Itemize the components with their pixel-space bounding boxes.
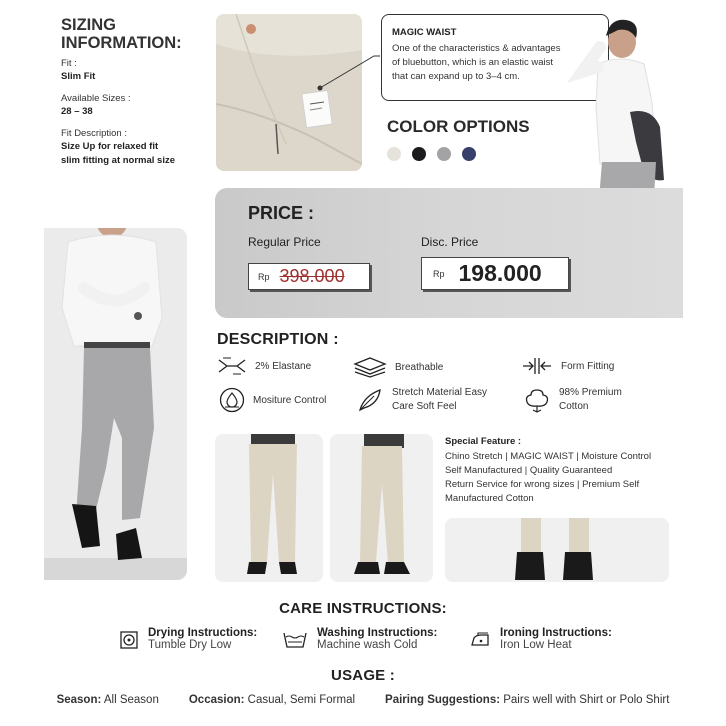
pants-hem-photo	[445, 518, 669, 582]
feature-form-fitting-label: Form Fitting	[561, 360, 615, 372]
model-standing-photo	[44, 228, 187, 580]
feature-elastane	[217, 356, 311, 376]
feature-premium-cotton-label: 98% Premium Cotton	[559, 387, 622, 412]
usage-title: USAGE :	[331, 667, 395, 684]
magic-waist-title: MAGIC WAIST	[392, 27, 457, 38]
special-feature-title: Special Feature :	[445, 436, 522, 447]
description-title: DESCRIPTION :	[217, 331, 339, 348]
disc-price-value: 198.000	[458, 260, 542, 286]
washing-text: Machine wash Cold	[317, 639, 418, 651]
pants-hem-illustration	[445, 518, 669, 582]
form-fit-icon	[521, 356, 553, 376]
feature-breathable	[353, 356, 443, 378]
usage-pairing: Pairing Suggestions: Pairs well with Shirt or Polo Shirt	[385, 694, 670, 706]
usage-occasion: Occasion: Casual, Semi Formal	[188, 694, 356, 706]
disc-price-currency: Rp	[433, 268, 445, 279]
fit-label: Fit :	[61, 58, 77, 69]
sizes-value: 28 – 38	[61, 106, 93, 117]
special-feature-text: Chino Stretch | MAGIC WAIST | Moisture Control Self Manufactured | Quality Guaranteed Return Service for wrong sizes | Premium Self Manufactured Cotton	[445, 451, 652, 504]
care-drying	[120, 627, 257, 651]
ironing-title: Ironing Instructions:	[500, 627, 612, 639]
washing-title: Washing Instructions:	[317, 627, 438, 639]
regular-price-currency: Rp	[258, 271, 270, 282]
magic-waist-text: One of the characteristics & advantages of bluebutton, which is an elastic waist that can expand up to 3–4 cm.	[392, 43, 561, 82]
dryer-icon	[120, 631, 138, 649]
feature-stretch-material	[356, 386, 487, 414]
regular-price-label: Regular Price	[248, 235, 321, 249]
usage-season: Season: All Season	[56, 694, 159, 706]
droplet-icon	[219, 387, 245, 413]
feature-elastane-label: 2% Elastane	[255, 360, 312, 372]
pants-side-photo	[330, 434, 433, 582]
sizes-label: Available Sizes :	[61, 93, 131, 104]
callout-connector-line	[300, 50, 390, 100]
iron-icon	[470, 631, 490, 647]
color-swatch-black[interactable]	[412, 147, 426, 161]
disc-price-label: Disc. Price	[421, 235, 479, 249]
usage-line	[0, 694, 726, 706]
color-options-title: COLOR OPTIONS	[387, 117, 530, 136]
color-swatch-grey[interactable]	[437, 147, 451, 161]
care-title: CARE INSTRUCTIONS:	[279, 600, 447, 617]
layers-icon	[353, 356, 387, 378]
fit-description-line1: Size Up for relaxed fit	[61, 141, 159, 152]
fit-value: Slim Fit	[61, 71, 96, 82]
elastane-icon	[217, 356, 247, 376]
care-ironing	[470, 627, 612, 651]
drying-text: Tumble Dry Low	[148, 639, 232, 651]
feather-icon	[356, 386, 384, 414]
sizing-section	[61, 16, 211, 166]
special-feature	[445, 436, 685, 506]
feature-breathable-label: Breathable	[395, 361, 444, 373]
drying-title: Drying Instructions:	[148, 627, 258, 639]
fit-description-line2: slim fitting at normal size	[61, 155, 176, 166]
feature-moisture-control	[219, 387, 326, 413]
sizing-title: SIZING INFORMATION:	[61, 16, 182, 52]
feature-premium-cotton	[523, 386, 622, 414]
pants-front-illustration	[215, 434, 323, 582]
cotton-icon	[523, 386, 551, 414]
washing-icon	[283, 631, 307, 649]
ironing-text: Iron Low Heat	[500, 639, 572, 651]
disc-price-box	[421, 257, 569, 290]
feature-moisture-control-label: Mositure Control	[253, 394, 327, 406]
price-title: PRICE :	[248, 203, 315, 223]
color-swatch-cream[interactable]	[387, 147, 401, 161]
regular-price-value: 398.000	[279, 266, 345, 286]
feature-form-fitting	[521, 356, 614, 376]
fit-description-label: Fit Description :	[61, 128, 127, 139]
model-standing-illustration	[44, 228, 187, 580]
feature-stretch-material-label: Stretch Material Easy Care Soft Feel	[392, 387, 488, 412]
color-swatch-navy[interactable]	[462, 147, 476, 161]
regular-price-box	[248, 263, 370, 290]
care-washing	[283, 627, 437, 651]
pants-side-illustration	[330, 434, 433, 582]
pants-front-photo	[215, 434, 323, 582]
